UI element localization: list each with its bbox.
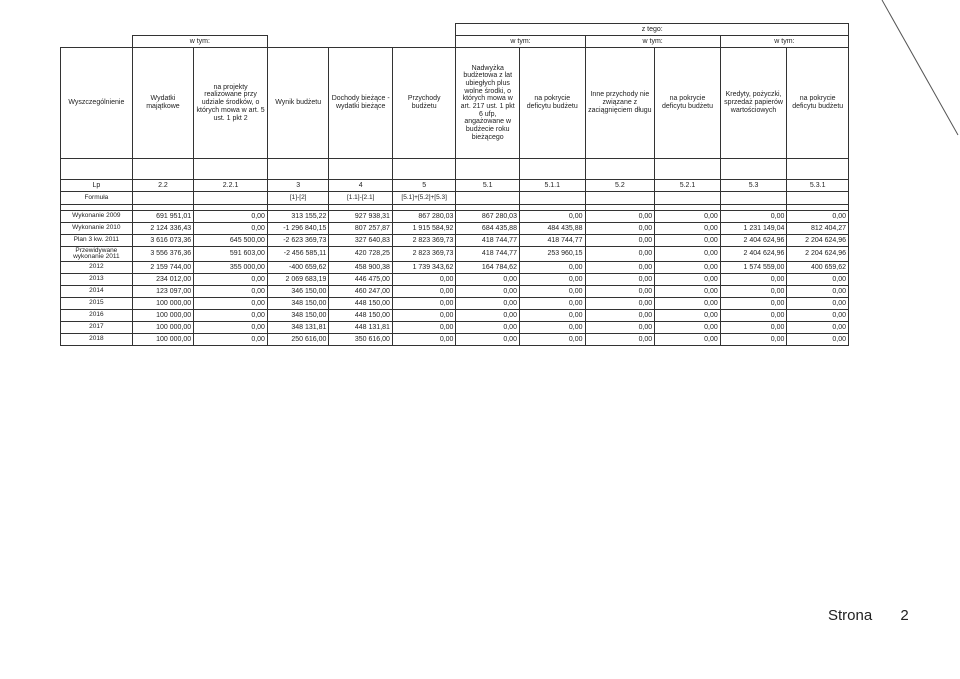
index-row (61, 180, 849, 192)
scan-edge-line (880, 0, 960, 140)
row-label: 2015 (61, 298, 133, 310)
formula-row-cell (720, 192, 787, 205)
table-cell: 0,00 (519, 310, 585, 322)
formula-row-cell (655, 192, 721, 205)
table-cell: 812 404,27 (787, 223, 849, 235)
index-row-cell: 5.1 (456, 180, 520, 192)
table-cell: 0,00 (720, 334, 787, 346)
table-cell: 0,00 (585, 298, 655, 310)
table-cell: 0,00 (655, 262, 721, 274)
table-cell: 0,00 (787, 298, 849, 310)
table-cell: 0,00 (456, 274, 520, 286)
table-cell: 867 280,03 (392, 211, 456, 223)
table-row (61, 310, 849, 322)
table-cell: 0,00 (655, 334, 721, 346)
table-cell: 0,00 (194, 334, 268, 346)
index-row-cell: 5.2.1 (655, 180, 721, 192)
row-label: 2013 (61, 274, 133, 286)
table-cell: 0,00 (655, 286, 721, 298)
formula-row-cell (585, 192, 655, 205)
table-cell: 0,00 (456, 322, 520, 334)
table-cell: 0,00 (720, 211, 787, 223)
col-header: Wynik budżetu (267, 48, 328, 159)
table-cell: 0,00 (655, 211, 721, 223)
table-row (61, 286, 849, 298)
table-cell: 867 280,03 (456, 211, 520, 223)
table-cell: 0,00 (585, 286, 655, 298)
table-cell: 0,00 (787, 286, 849, 298)
index-row-cell: Lp (61, 180, 133, 192)
table-cell: 1 231 149,04 (720, 223, 787, 235)
table-cell: 0,00 (194, 211, 268, 223)
col-header: Wyszczególnienie (61, 48, 133, 159)
table-cell: 2 404 624,96 (720, 247, 787, 262)
table-cell: 591 603,00 (194, 247, 268, 262)
formula-row-cell (132, 192, 193, 205)
table-cell: 2 069 683,19 (267, 274, 328, 286)
table-cell: 0,00 (720, 286, 787, 298)
table-cell: 0,00 (655, 322, 721, 334)
row-label: 2017 (61, 322, 133, 334)
table-cell: 420 728,25 (329, 247, 393, 262)
table-cell: 0,00 (787, 334, 849, 346)
table-cell: 400 659,62 (787, 262, 849, 274)
table-row (61, 274, 849, 286)
table-cell: 0,00 (720, 322, 787, 334)
table-cell: 2 823 369,73 (392, 235, 456, 247)
gap-row (61, 159, 849, 180)
col-header: Przychody budżetu (392, 48, 456, 159)
table-cell: 0,00 (585, 274, 655, 286)
table-row (61, 334, 849, 346)
table-cell: 100 000,00 (132, 334, 193, 346)
w-tym-label-4: w tym: (720, 36, 848, 48)
table-cell: 234 012,00 (132, 274, 193, 286)
index-row-cell: 5 (392, 180, 456, 192)
table-cell: 1 739 343,62 (392, 262, 456, 274)
index-row-cell: 5.3.1 (787, 180, 849, 192)
formula-row-cell (519, 192, 585, 205)
table-cell: 0,00 (655, 247, 721, 262)
formula-row-cell (787, 192, 849, 205)
table-cell: 0,00 (392, 286, 456, 298)
index-row-cell: 2.2 (132, 180, 193, 192)
header-group-row-1 (61, 24, 849, 36)
table-cell: 684 435,88 (456, 223, 520, 235)
page-number: 2 (900, 607, 909, 624)
z-tego-label: z tego: (456, 24, 849, 36)
table-cell: 0,00 (655, 235, 721, 247)
data-body (61, 211, 849, 346)
table-cell: 2 159 744,00 (132, 262, 193, 274)
table-row (61, 235, 849, 247)
table-cell: 0,00 (655, 310, 721, 322)
row-label: Przewidywane wykonanie 2011 (61, 247, 133, 262)
table-row (61, 223, 849, 235)
table-cell: 0,00 (585, 211, 655, 223)
table-cell: 2 204 624,96 (787, 235, 849, 247)
table-cell: 484 435,88 (519, 223, 585, 235)
table-cell: 0,00 (519, 211, 585, 223)
col-header: Dochody bieżące - wydatki bieżące (329, 48, 393, 159)
table-cell: 327 640,83 (329, 235, 393, 247)
page-footer (828, 607, 909, 624)
budget-table (60, 23, 849, 346)
table-cell: 458 900,38 (329, 262, 393, 274)
table-cell: 0,00 (194, 286, 268, 298)
table-cell: 100 000,00 (132, 310, 193, 322)
table-cell: 0,00 (585, 223, 655, 235)
table-cell: 348 131,81 (267, 322, 328, 334)
index-row-cell: 4 (329, 180, 393, 192)
row-label: 2014 (61, 286, 133, 298)
table-cell: 460 247,00 (329, 286, 393, 298)
table-cell: 2 124 336,43 (132, 223, 193, 235)
table-cell: 3 616 073,36 (132, 235, 193, 247)
table-cell: 2 823 369,73 (392, 247, 456, 262)
table-row (61, 262, 849, 274)
table-cell: 1 574 559,00 (720, 262, 787, 274)
row-label: 2018 (61, 334, 133, 346)
table-cell: 418 744,77 (456, 247, 520, 262)
w-tym-label-3: w tym: (585, 36, 720, 48)
row-label: 2016 (61, 310, 133, 322)
table-cell: 346 150,00 (267, 286, 328, 298)
table-cell: 0,00 (787, 211, 849, 223)
table-cell: 2 204 624,96 (787, 247, 849, 262)
page-label: Strona (828, 607, 873, 624)
table-cell: -400 659,62 (267, 262, 328, 274)
table-cell: 1 915 584,92 (392, 223, 456, 235)
table-cell: 0,00 (392, 334, 456, 346)
table-cell: 0,00 (392, 310, 456, 322)
col-header: Kredyty, pożyczki, sprzedaż papierów wartościowych (720, 48, 787, 159)
table-cell: 927 938,31 (329, 211, 393, 223)
column-header-row (61, 48, 849, 159)
formula-row-cell (194, 192, 268, 205)
row-label: Wykonanie 2009 (61, 211, 133, 223)
table-cell: 0,00 (456, 298, 520, 310)
row-label: Plan 3 kw. 2011 (61, 235, 133, 247)
index-row-cell: 2.2.1 (194, 180, 268, 192)
table-cell: 0,00 (456, 310, 520, 322)
table-cell: 0,00 (585, 322, 655, 334)
index-row-cell: 5.1.1 (519, 180, 585, 192)
table-cell: 645 500,00 (194, 235, 268, 247)
formula-row (61, 192, 849, 205)
formula-row-cell: [5.1]+[5.2]+[5.3] (392, 192, 456, 205)
table-cell: 418 744,77 (456, 235, 520, 247)
table-cell: 0,00 (655, 274, 721, 286)
formula-row-cell: [1.1]-[2.1] (329, 192, 393, 205)
table-cell: 446 475,00 (329, 274, 393, 286)
table-cell: 0,00 (456, 286, 520, 298)
table-cell: 0,00 (194, 298, 268, 310)
table-cell: 0,00 (519, 286, 585, 298)
table-cell: 691 951,01 (132, 211, 193, 223)
row-label: Wykonanie 2010 (61, 223, 133, 235)
table-cell: 448 131,81 (329, 322, 393, 334)
table-row (61, 211, 849, 223)
table-cell: 0,00 (720, 298, 787, 310)
w-tym-label-2: w tym: (456, 36, 585, 48)
table-cell: 0,00 (720, 310, 787, 322)
table-cell: 0,00 (456, 334, 520, 346)
table-cell: 0,00 (787, 322, 849, 334)
table-cell: 250 616,00 (267, 334, 328, 346)
index-row-cell: 5.2 (585, 180, 655, 192)
table-cell: 0,00 (392, 298, 456, 310)
table-cell: 0,00 (585, 310, 655, 322)
col-header: Inne przychody nie związane z zaciągnięciem długu (585, 48, 655, 159)
col-header: na pokrycie deficytu budżetu (655, 48, 721, 159)
col-header: na projekty realizowane przy udziale środków, o których mowa w art. 5 ust. 1 pkt 2 (194, 48, 268, 159)
table-cell: 0,00 (519, 274, 585, 286)
table-cell: 2 404 624,96 (720, 235, 787, 247)
table-cell: 164 784,62 (456, 262, 520, 274)
table-row (61, 322, 849, 334)
table-cell: 448 150,00 (329, 310, 393, 322)
col-header: Wydatki majątkowe (132, 48, 193, 159)
table-cell: 0,00 (519, 322, 585, 334)
formula-row-cell (456, 192, 520, 205)
table-cell: 0,00 (787, 310, 849, 322)
table-cell: 0,00 (787, 274, 849, 286)
formula-row-cell: [1]-[2] (267, 192, 328, 205)
table-cell: 3 556 376,36 (132, 247, 193, 262)
table-cell: 0,00 (655, 223, 721, 235)
table-cell: 0,00 (194, 223, 268, 235)
table-cell: 348 150,00 (267, 310, 328, 322)
header-group-row-2 (61, 36, 849, 48)
table-cell: 0,00 (194, 322, 268, 334)
table-cell: 0,00 (519, 298, 585, 310)
table-cell: 0,00 (585, 334, 655, 346)
col-header: Nadwyżka budżetowa z lat ubiegłych plus wolne środki, o których mowa w art. 217 ust. 1 pkt 6 ufp, angażowane w budżecie roku bieżącego (456, 48, 520, 159)
table-cell: 355 000,00 (194, 262, 268, 274)
table-cell: 0,00 (519, 262, 585, 274)
table-cell: 0,00 (519, 334, 585, 346)
col-header: na pokrycie deficytu budżetu (519, 48, 585, 159)
table-cell: 253 960,15 (519, 247, 585, 262)
table-cell: -1 296 840,15 (267, 223, 328, 235)
table-cell: 418 744,77 (519, 235, 585, 247)
w-tym-label-1: w tym: (132, 36, 267, 48)
index-row-cell: 5.3 (720, 180, 787, 192)
table-row (61, 298, 849, 310)
row-label: 2012 (61, 262, 133, 274)
table-cell: 350 616,00 (329, 334, 393, 346)
table-cell: 348 150,00 (267, 298, 328, 310)
table-cell: -2 456 585,11 (267, 247, 328, 262)
table-row (61, 247, 849, 262)
table-cell: 0,00 (194, 274, 268, 286)
table-cell: 313 155,22 (267, 211, 328, 223)
col-header: na pokrycie deficytu budżetu (787, 48, 849, 159)
table-cell: 0,00 (585, 262, 655, 274)
index-row-cell: 3 (267, 180, 328, 192)
table-cell: 0,00 (720, 274, 787, 286)
table-cell: -2 623 369,73 (267, 235, 328, 247)
table-cell: 100 000,00 (132, 322, 193, 334)
table-cell: 448 150,00 (329, 298, 393, 310)
table-cell: 0,00 (585, 235, 655, 247)
table-cell: 0,00 (194, 310, 268, 322)
table-cell: 807 257,87 (329, 223, 393, 235)
table-cell: 0,00 (655, 298, 721, 310)
budget-sheet (60, 23, 849, 346)
table-cell: 0,00 (585, 247, 655, 262)
formula-row-cell: Formuła (61, 192, 133, 205)
table-cell: 0,00 (392, 274, 456, 286)
table-cell: 123 097,00 (132, 286, 193, 298)
table-cell: 0,00 (392, 322, 456, 334)
table-cell: 100 000,00 (132, 298, 193, 310)
